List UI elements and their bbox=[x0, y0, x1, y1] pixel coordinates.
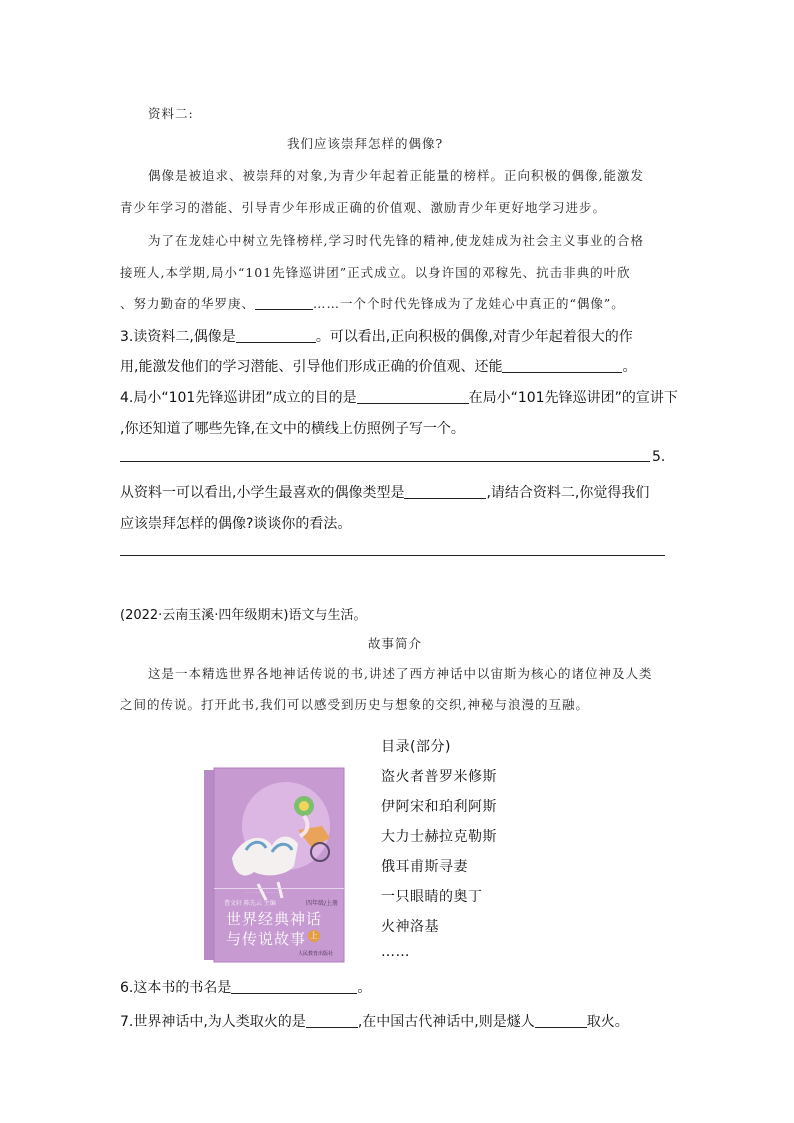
answer-line[interactable] bbox=[120, 461, 650, 462]
toc-title: 目录(部分) bbox=[381, 739, 451, 755]
fill-blank-q7a[interactable] bbox=[306, 1013, 358, 1028]
question-5 bbox=[120, 482, 649, 502]
toc-item: 俄耳甫斯寻妻 bbox=[381, 859, 468, 875]
toc-item: 火神洛基 bbox=[381, 919, 439, 935]
text-fragment: 、努力勤奋的华罗庚、 bbox=[120, 296, 256, 311]
text-fragment: ,在中国古代神话中,则是燧人 bbox=[357, 1014, 535, 1030]
text-fragment: 4.局小“101先锋巡讲团”成立的目的是 bbox=[120, 390, 357, 406]
question-5-cont: 应该崇拜怎样的偶像?谈谈你的看法。 bbox=[120, 516, 352, 532]
book-cover-image bbox=[202, 766, 348, 964]
text-fragment: ,请结合资料二,你觉得我们 bbox=[486, 485, 650, 501]
paragraph-line: 青少年学习的潜能、引导青少年形成正确的价值观、激励青少年更好地学习进步。 bbox=[120, 200, 607, 215]
fill-blank-q5[interactable] bbox=[404, 484, 486, 499]
text-fragment: 用,能激发他们的学习潜能、引导他们形成正确的价值观、还能 bbox=[120, 359, 503, 375]
question-5-number: 5. bbox=[652, 449, 666, 465]
text-fragment: 从资料一可以看出,小学生最喜欢的偶像类型是 bbox=[120, 485, 405, 501]
question-3-cont bbox=[120, 356, 636, 376]
book-grade: 四年级/上册 bbox=[306, 900, 339, 907]
answer-line[interactable] bbox=[120, 555, 665, 556]
toc-item: …… bbox=[381, 944, 410, 960]
question-3 bbox=[120, 326, 633, 346]
toc-item: 大力士赫拉克勒斯 bbox=[381, 829, 497, 845]
paragraph-line bbox=[120, 294, 625, 312]
intro-line: 之间的传说。打开此书,我们可以感受到历史与想象的交织,神秘与浪漫的互融。 bbox=[120, 697, 589, 712]
book-title-line1: 世界经典神话 bbox=[226, 910, 323, 928]
fill-blank-q3a[interactable] bbox=[236, 328, 316, 343]
book-title-line2: 与传说故事 bbox=[226, 930, 307, 948]
fill-blank-q3b[interactable] bbox=[502, 358, 622, 373]
paragraph-line: 接班人,本学期,局小“101先锋巡讲团”正式成立。以身许国的邓稼先、抗击非典的叶欣 bbox=[120, 265, 631, 280]
svg-text:· · · · · · · · · · · · · · ·: · · · · · · · · · · · · · · · bbox=[246, 890, 283, 895]
question-7 bbox=[120, 1011, 629, 1031]
intro-title: 故事简介 bbox=[368, 636, 423, 651]
text-fragment: 3.读资料二,偶像是 bbox=[120, 329, 236, 345]
text-fragment: 7.世界神话中,为人类取火的是 bbox=[120, 1014, 306, 1030]
text-fragment: 。 bbox=[357, 980, 372, 996]
material-label: 资料二: bbox=[148, 106, 194, 121]
source-note: (2022·云南玉溪·四年级期末)语文与生活。 bbox=[120, 608, 367, 623]
paragraph-line: 为了在龙娃心中树立先锋榜样,学习时代先锋的精神,使龙娃成为社会主义事业的合格 bbox=[148, 233, 644, 248]
question-6 bbox=[120, 977, 371, 997]
toc-item: 伊阿宋和珀利阿斯 bbox=[381, 799, 497, 815]
paragraph-line: 偶像是被追求、被崇拜的对象,为青少年起着正能量的榜样。正向积极的偶像,能激发 bbox=[148, 168, 644, 183]
text-fragment: 取火。 bbox=[586, 1014, 629, 1030]
toc-item: 盗火者普罗米修斯 bbox=[381, 769, 497, 785]
intro-line: 这是一本精选世界各地神话传说的书,讲述了西方神话中以宙斯为核心的诸位神及人类 bbox=[148, 666, 653, 681]
fill-blank-pioneer[interactable] bbox=[255, 295, 313, 310]
fill-blank-q7b[interactable] bbox=[535, 1013, 587, 1028]
text-fragment: 。可以看出,正向积极的偶像,对青少年起着很大的作 bbox=[315, 329, 633, 345]
question-4 bbox=[120, 387, 678, 407]
book-publisher: 人民教育出版社 bbox=[298, 951, 334, 957]
book-authors: 曹文轩 陈先云 主编 bbox=[224, 900, 276, 907]
fill-blank-q6[interactable] bbox=[231, 979, 357, 994]
text-fragment: 6.这本书的书名是 bbox=[120, 980, 232, 996]
text-fragment: ……一个个时代先锋成为了龙娃心中真正的“偶像”。 bbox=[313, 296, 625, 311]
material-title: 我们应该崇拜怎样的偶像? bbox=[287, 136, 444, 151]
book-volume-badge: 上 bbox=[310, 931, 318, 940]
fill-blank-q4[interactable] bbox=[357, 389, 469, 404]
question-4-cont: ,你还知道了哪些先锋,在文中的横线上仿照例子写一个。 bbox=[120, 421, 465, 437]
text-fragment: 。 bbox=[622, 359, 637, 375]
text-fragment: 在局小“101先锋巡讲团”的宣讲下 bbox=[468, 390, 678, 406]
toc-item: 一只眼睛的奥丁 bbox=[381, 889, 483, 905]
